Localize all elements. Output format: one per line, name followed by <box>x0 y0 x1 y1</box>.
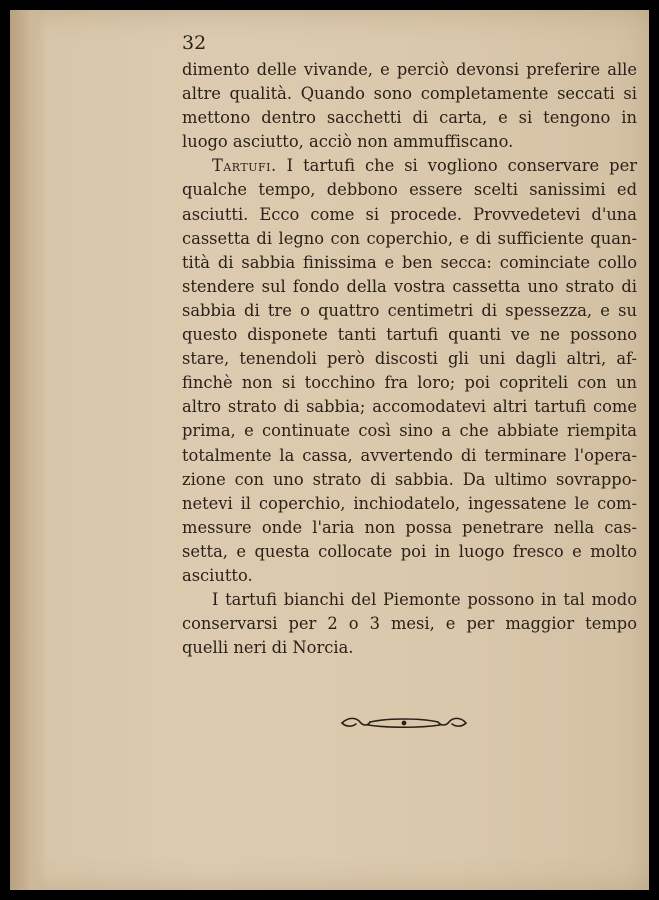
text-line: zione con uno strato di sabbia. Da ultimo sovrappo- <box>182 469 637 489</box>
text-line: questo disponete tanti tartufi quanti ve ne possono <box>182 325 637 345</box>
text-line: stare, tenendoli però discosti gli uni dagli altri, af- <box>182 349 637 369</box>
text-line: luogo asciutto, acciò non ammuffiscano. <box>182 132 514 152</box>
text-line: finchè non si tocchino fra loro; poi copriteli con un <box>182 373 637 393</box>
text-line-with-heading <box>182 154 637 178</box>
text-line: cassetta di legno con coperchio, e di sufficiente quan- <box>182 228 637 248</box>
text-line: totalmente la cassa, avvertendo di terminare l'opera- <box>182 445 637 465</box>
text-line: quelli neri di Norcia. <box>182 638 354 658</box>
text-line: mettono dentro sacchetti di carta, e si tengono in <box>182 108 637 128</box>
text-line: altre qualità. Quando sono completamente seccati si <box>182 84 637 104</box>
text-line: altro strato di sabbia; accomodatevi altri tartufi come <box>182 397 637 417</box>
decorative-rule-icon <box>338 713 470 733</box>
text-line: sabbia di tre o quattro centimetri di spessezza, e su <box>182 300 637 320</box>
body-text <box>182 58 637 660</box>
page-number: 32 <box>182 32 207 54</box>
page-gutter <box>10 10 46 890</box>
text-line: qualche tempo, debbono essere scelti sanissimi ed <box>182 180 637 200</box>
text-line: I tartufi bianchi del Piemonte possono in tal modo <box>212 590 637 610</box>
text-line: conservarsi per 2 o 3 mesi, e per maggior tempo <box>182 614 637 634</box>
text-line: I tartufi che si vogliono conservare per <box>286 156 637 176</box>
text-line: dimento delle vivande, e perciò devonsi preferire alle <box>182 60 637 79</box>
section-heading-tartufi: Tartufi. <box>212 156 277 176</box>
text-line: prima, e continuate così sino a che abbiate riempita <box>182 421 637 441</box>
text-line: setta, e questa collocate poi in luogo fresco e molto <box>182 541 637 561</box>
text-line: asciutti. Ecco come si procede. Provvedetevi d'una <box>182 204 637 224</box>
text-line: stendere sul fondo della vostra cassetta uno strato di <box>182 276 637 296</box>
text-line: asciutto. <box>182 565 253 585</box>
text-line: netevi il coperchio, inchiodatelo, ingessatene le com- <box>182 493 637 513</box>
text-line: messure onde l'aria non possa penetrare nella cas- <box>182 517 637 537</box>
book-page <box>10 10 649 890</box>
text-line: tità di sabbia finissima e ben secca: cominciate collo <box>182 252 637 272</box>
